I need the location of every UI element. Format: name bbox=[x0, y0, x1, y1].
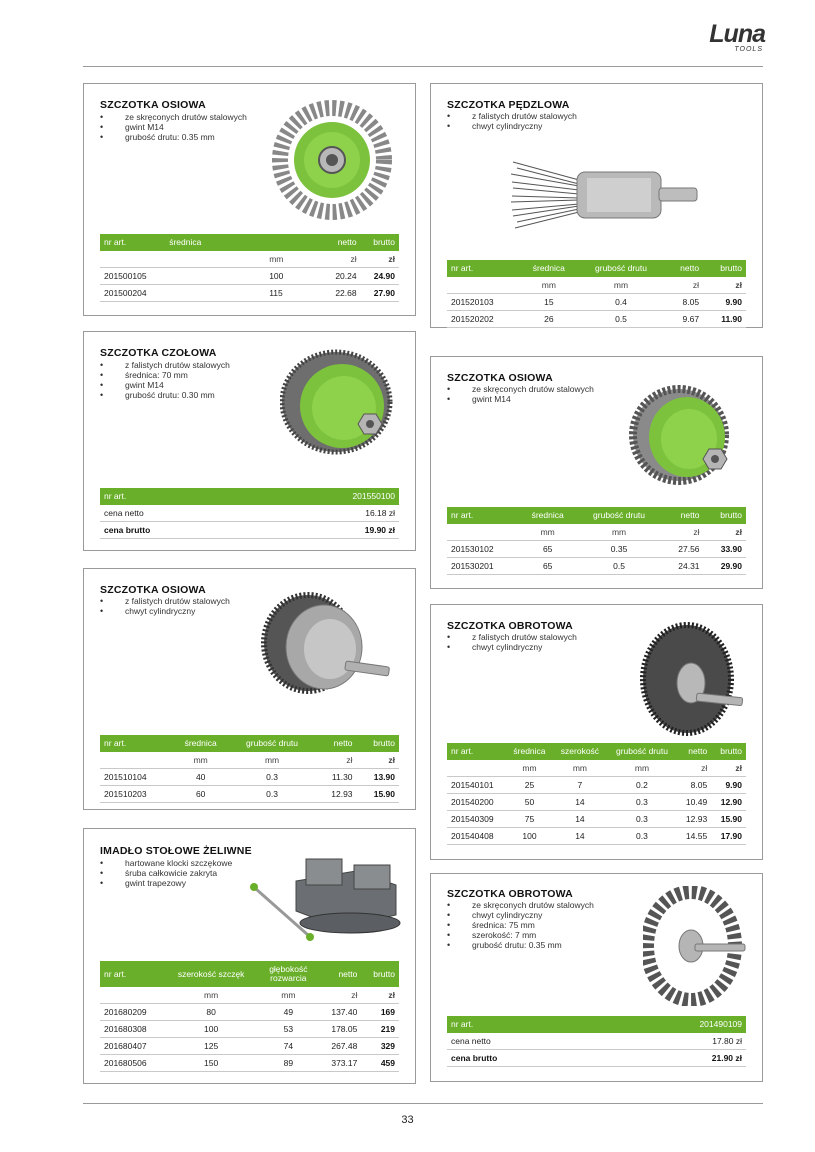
price-table bbox=[100, 735, 399, 803]
cell: 0.3 bbox=[607, 811, 677, 828]
table-row bbox=[100, 522, 399, 539]
col-header: netto bbox=[323, 234, 361, 251]
cell: 89 bbox=[258, 1055, 318, 1072]
unit-cell: mm bbox=[519, 524, 576, 541]
cell: 25 bbox=[506, 777, 553, 794]
col-header: netto bbox=[664, 260, 703, 277]
price-gross: 9.90 bbox=[703, 294, 746, 311]
table-row bbox=[100, 786, 399, 803]
table-header-row bbox=[100, 735, 399, 752]
footer-rule bbox=[83, 1103, 763, 1104]
knotted-wheel-brush-image bbox=[643, 886, 747, 1006]
unit-cell: zł bbox=[357, 752, 399, 769]
table-row bbox=[447, 777, 746, 794]
table-row bbox=[100, 285, 399, 302]
unit-cell bbox=[447, 524, 519, 541]
col-header: netto bbox=[662, 507, 704, 524]
article-number: 201510203 bbox=[100, 786, 172, 803]
unit-cell: zł bbox=[361, 251, 399, 268]
cell: 26 bbox=[520, 311, 578, 328]
price-gross: 12.90 bbox=[711, 794, 746, 811]
price-gross: 11.90 bbox=[703, 311, 746, 328]
cell: 0.3 bbox=[607, 828, 677, 845]
article-number: 201520202 bbox=[447, 311, 520, 328]
feature-item: • chwyt cylindryczny bbox=[447, 642, 577, 652]
price-table bbox=[447, 507, 746, 575]
article-number: 201500105 bbox=[100, 268, 165, 285]
feature-item: • śruba całkowicie zakryta bbox=[100, 868, 232, 878]
article-number: 201530201 bbox=[447, 558, 519, 575]
feature-list bbox=[447, 384, 594, 404]
cell: 0.4 bbox=[578, 294, 665, 311]
table-row bbox=[447, 1033, 746, 1050]
unit-cell bbox=[100, 251, 165, 268]
cell: 100 bbox=[165, 268, 323, 285]
col-header: średnica bbox=[506, 743, 553, 760]
price-label: cena brutto bbox=[447, 1050, 602, 1067]
col-header: brutto bbox=[703, 260, 746, 277]
cell: 0.5 bbox=[578, 311, 665, 328]
cell: 14 bbox=[553, 794, 607, 811]
col-header: nr art. bbox=[100, 961, 164, 987]
feature-list bbox=[100, 360, 230, 400]
price-gross: 169 bbox=[361, 1004, 399, 1021]
table-row bbox=[447, 541, 746, 558]
col-header: netto bbox=[315, 735, 357, 752]
price-net: 20.24 bbox=[323, 268, 361, 285]
price-gross: 24.90 bbox=[361, 268, 399, 285]
unit-cell bbox=[447, 277, 520, 294]
price-net: 8.05 bbox=[677, 777, 711, 794]
col-header: nr art. bbox=[447, 260, 520, 277]
feature-item: • średnica: 70 mm bbox=[100, 370, 230, 380]
col-header: brutto bbox=[711, 743, 746, 760]
table-header-row bbox=[447, 743, 746, 760]
cell: 74 bbox=[258, 1038, 318, 1055]
price-gross: 19.90 zł bbox=[255, 522, 399, 539]
col-header: brutto bbox=[361, 961, 399, 987]
end-brush-image bbox=[509, 154, 699, 236]
product-card-szczotka-obrotowa-2 bbox=[430, 873, 763, 1082]
col-header: netto bbox=[677, 743, 711, 760]
price-gross: 21.90 zł bbox=[602, 1050, 746, 1067]
cell: 115 bbox=[165, 285, 323, 302]
feature-item: • hartowane klocki szczękowe bbox=[100, 858, 232, 868]
price-label: cena brutto bbox=[100, 522, 255, 539]
col-header: grubość drutu bbox=[229, 735, 315, 752]
price-gross: 459 bbox=[361, 1055, 399, 1072]
price-label: cena netto bbox=[100, 505, 255, 522]
product-card-imadlo-stolowe bbox=[83, 828, 416, 1084]
table-header-row bbox=[100, 488, 399, 505]
table-header-row bbox=[100, 961, 399, 987]
article-number: 201490109 bbox=[602, 1016, 746, 1033]
table-row bbox=[100, 1021, 399, 1038]
cell: 100 bbox=[506, 828, 553, 845]
feature-item: • z falistych drutów stalowych bbox=[100, 596, 230, 606]
price-net: 178.05 bbox=[318, 1021, 361, 1038]
product-title: SZCZOTKA OSIOWA bbox=[447, 372, 553, 384]
table-row bbox=[447, 794, 746, 811]
article-number: 201680407 bbox=[100, 1038, 164, 1055]
feature-list bbox=[447, 632, 577, 652]
brand-subtitle: TOOLS bbox=[734, 46, 763, 53]
col-header: nr art. bbox=[447, 507, 519, 524]
article-number: 201540200 bbox=[447, 794, 506, 811]
article-number: 201540101 bbox=[447, 777, 506, 794]
col-header: brutto bbox=[704, 507, 746, 524]
unit-cell: mm bbox=[576, 524, 662, 541]
col-header: średnica bbox=[172, 735, 229, 752]
cell: 53 bbox=[258, 1021, 318, 1038]
cell: 0.3 bbox=[229, 769, 315, 786]
col-header: nr art. bbox=[447, 743, 506, 760]
col-header: grubość drutu bbox=[607, 743, 677, 760]
cell: 49 bbox=[258, 1004, 318, 1021]
product-card-szczotka-pedzlowa bbox=[430, 83, 763, 328]
col-header: grubość drutu bbox=[578, 260, 665, 277]
article-number: 201530102 bbox=[447, 541, 519, 558]
product-title: SZCZOTKA OSIOWA bbox=[100, 584, 206, 596]
product-card-szczotka-osiowa-3 bbox=[83, 568, 416, 810]
unit-cell: mm bbox=[578, 277, 665, 294]
cell: 0.5 bbox=[576, 558, 662, 575]
units-row bbox=[100, 251, 399, 268]
product-title: SZCZOTKA OBROTOWA bbox=[447, 620, 573, 632]
price-gross: 13.90 bbox=[357, 769, 399, 786]
article-number: 201550100 bbox=[255, 488, 399, 505]
unit-cell: mm bbox=[553, 760, 607, 777]
article-number: 201540309 bbox=[447, 811, 506, 828]
price-net: 12.93 bbox=[677, 811, 711, 828]
unit-cell bbox=[100, 987, 164, 1004]
price-net: 10.49 bbox=[677, 794, 711, 811]
cell: 65 bbox=[519, 558, 576, 575]
unit-cell: mm bbox=[607, 760, 677, 777]
feature-list bbox=[447, 111, 577, 131]
units-row bbox=[447, 277, 746, 294]
unit-cell: mm bbox=[229, 752, 315, 769]
table-row bbox=[100, 505, 399, 522]
price-net: 373.17 bbox=[318, 1055, 361, 1072]
product-card-szczotka-czolowa bbox=[83, 331, 416, 551]
price-net: 17.80 zł bbox=[602, 1033, 746, 1050]
cell: 0.2 bbox=[607, 777, 677, 794]
feature-item: • średnica: 75 mm bbox=[447, 920, 594, 930]
units-row bbox=[100, 752, 399, 769]
unit-cell: mm bbox=[520, 277, 578, 294]
cell: 50 bbox=[506, 794, 553, 811]
table-row bbox=[447, 311, 746, 328]
table-row bbox=[447, 1050, 746, 1067]
feature-item: • grubość drutu: 0.35 mm bbox=[100, 132, 247, 142]
table-header-row bbox=[447, 507, 746, 524]
feature-list bbox=[100, 858, 232, 888]
unit-cell: zł bbox=[711, 760, 746, 777]
price-gross: 29.90 bbox=[704, 558, 746, 575]
feature-item: • chwyt cylindryczny bbox=[447, 910, 594, 920]
price-net: 267.48 bbox=[318, 1038, 361, 1055]
col-header: nr art. bbox=[100, 735, 172, 752]
price-net: 8.05 bbox=[664, 294, 703, 311]
col-header: nr art. bbox=[100, 234, 165, 251]
price-table bbox=[100, 488, 399, 539]
feature-item: • gwint M14 bbox=[447, 394, 594, 404]
price-net: 11.30 bbox=[315, 769, 357, 786]
unit-cell: zł bbox=[677, 760, 711, 777]
article-number: 201680506 bbox=[100, 1055, 164, 1072]
unit-cell: zł bbox=[315, 752, 357, 769]
product-card-szczotka-obrotowa-1 bbox=[430, 604, 763, 860]
feature-item: • szerokość: 7 mm bbox=[447, 930, 594, 940]
feature-item: • ze skręconych drutów stalowych bbox=[447, 384, 594, 394]
unit-cell bbox=[447, 760, 506, 777]
cell: 7 bbox=[553, 777, 607, 794]
article-number: 201500204 bbox=[100, 285, 165, 302]
product-title: SZCZOTKA PĘDZLOWA bbox=[447, 99, 570, 111]
page-number: 33 bbox=[401, 1114, 414, 1126]
price-table bbox=[100, 961, 399, 1072]
unit-cell: zł bbox=[662, 524, 704, 541]
col-header: szerokość szczęk bbox=[164, 961, 258, 987]
bench-vise-image bbox=[246, 851, 406, 943]
wheel-brush-shank-image bbox=[639, 621, 747, 737]
feature-item: • grubość drutu: 0.35 mm bbox=[447, 940, 594, 950]
price-net: 9.67 bbox=[664, 311, 703, 328]
col-header: szerokość bbox=[553, 743, 607, 760]
col-header: brutto bbox=[357, 735, 399, 752]
table-row bbox=[447, 828, 746, 845]
unit-cell: zł bbox=[704, 524, 746, 541]
col-header: nr art. bbox=[100, 488, 255, 505]
col-header: grubość drutu bbox=[576, 507, 662, 524]
price-table bbox=[447, 743, 746, 845]
table-header-row bbox=[447, 260, 746, 277]
unit-cell: mm bbox=[506, 760, 553, 777]
wire-wheel-brush-image bbox=[270, 98, 394, 222]
brand-logo bbox=[645, 20, 765, 54]
shank-cup-brush-image bbox=[260, 591, 392, 703]
cell: 0.35 bbox=[576, 541, 662, 558]
price-gross: 15.90 bbox=[711, 811, 746, 828]
cell: 125 bbox=[164, 1038, 258, 1055]
cell: 40 bbox=[172, 769, 229, 786]
price-gross: 33.90 bbox=[704, 541, 746, 558]
unit-cell: mm bbox=[164, 987, 258, 1004]
unit-cell: zł bbox=[318, 987, 361, 1004]
col-header: głębokość rozwarcia bbox=[258, 961, 318, 987]
cell: 14 bbox=[553, 811, 607, 828]
cell: 15 bbox=[520, 294, 578, 311]
col-header: nr art. bbox=[447, 1016, 602, 1033]
knotted-cup-brush-image bbox=[629, 379, 735, 487]
cup-brush-image bbox=[280, 348, 396, 460]
price-net: 16.18 zł bbox=[255, 505, 399, 522]
unit-cell: mm bbox=[165, 251, 323, 268]
header-rule bbox=[83, 66, 763, 67]
product-card-szczotka-osiowa-2 bbox=[430, 356, 763, 589]
cell: 100 bbox=[164, 1021, 258, 1038]
cell: 0.3 bbox=[607, 794, 677, 811]
unit-cell: zł bbox=[703, 277, 746, 294]
unit-cell: mm bbox=[172, 752, 229, 769]
feature-item: • gwint M14 bbox=[100, 380, 230, 390]
product-title: IMADŁO STOŁOWE ŻELIWNE bbox=[100, 845, 252, 857]
table-row bbox=[100, 769, 399, 786]
cell: 80 bbox=[164, 1004, 258, 1021]
cell: 150 bbox=[164, 1055, 258, 1072]
price-table bbox=[447, 260, 746, 328]
table-row bbox=[447, 558, 746, 575]
feature-list bbox=[100, 112, 247, 142]
cell: 65 bbox=[519, 541, 576, 558]
units-row bbox=[447, 524, 746, 541]
col-header: średnica bbox=[519, 507, 576, 524]
cell: 0.3 bbox=[229, 786, 315, 803]
price-gross: 219 bbox=[361, 1021, 399, 1038]
col-header: netto bbox=[318, 961, 361, 987]
feature-item: • z falistych drutów stalowych bbox=[447, 632, 577, 642]
price-gross: 15.90 bbox=[357, 786, 399, 803]
col-header: średnica bbox=[520, 260, 578, 277]
price-net: 24.31 bbox=[662, 558, 704, 575]
feature-item: • chwyt cylindryczny bbox=[100, 606, 230, 616]
price-gross: 329 bbox=[361, 1038, 399, 1055]
unit-cell: zł bbox=[323, 251, 361, 268]
cell: 14 bbox=[553, 828, 607, 845]
price-net: 22.68 bbox=[323, 285, 361, 302]
table-row bbox=[100, 268, 399, 285]
product-title: SZCZOTKA OBROTOWA bbox=[447, 888, 573, 900]
price-table bbox=[447, 1016, 746, 1067]
product-title: SZCZOTKA CZOŁOWA bbox=[100, 347, 217, 359]
table-row bbox=[100, 1038, 399, 1055]
feature-item: • ze skręconych drutów stalowych bbox=[447, 900, 594, 910]
product-title: SZCZOTKA OSIOWA bbox=[100, 99, 206, 111]
units-row bbox=[100, 987, 399, 1004]
price-gross: 27.90 bbox=[361, 285, 399, 302]
price-net: 12.93 bbox=[315, 786, 357, 803]
price-net: 27.56 bbox=[662, 541, 704, 558]
feature-list bbox=[100, 596, 230, 616]
price-gross: 9.90 bbox=[711, 777, 746, 794]
unit-cell bbox=[100, 752, 172, 769]
feature-list bbox=[447, 900, 594, 950]
table-row bbox=[100, 1004, 399, 1021]
feature-item: • chwyt cylindryczny bbox=[447, 121, 577, 131]
feature-item: • z falistych drutów stalowych bbox=[447, 111, 577, 121]
article-number: 201680308 bbox=[100, 1021, 164, 1038]
article-number: 201540408 bbox=[447, 828, 506, 845]
article-number: 201510104 bbox=[100, 769, 172, 786]
cell: 60 bbox=[172, 786, 229, 803]
feature-item: • z falistych drutów stalowych bbox=[100, 360, 230, 370]
price-gross: 17.90 bbox=[711, 828, 746, 845]
article-number: 201680209 bbox=[100, 1004, 164, 1021]
table-row bbox=[447, 811, 746, 828]
table-row bbox=[100, 1055, 399, 1072]
feature-item: • ze skręconych drutów stalowych bbox=[100, 112, 247, 122]
price-net: 14.55 bbox=[677, 828, 711, 845]
unit-cell: zł bbox=[361, 987, 399, 1004]
brand-name: Luna bbox=[709, 20, 765, 48]
table-header-row bbox=[447, 1016, 746, 1033]
price-label: cena netto bbox=[447, 1033, 602, 1050]
table-header-row bbox=[100, 234, 399, 251]
cell: 75 bbox=[506, 811, 553, 828]
feature-item: • gwint trapezowy bbox=[100, 878, 232, 888]
price-net: 137.40 bbox=[318, 1004, 361, 1021]
col-header: brutto bbox=[361, 234, 399, 251]
product-card-szczotka-osiowa-1 bbox=[83, 83, 416, 316]
price-table bbox=[100, 234, 399, 302]
feature-item: • grubość drutu: 0.30 mm bbox=[100, 390, 230, 400]
col-header: średnica bbox=[165, 234, 323, 251]
unit-cell: mm bbox=[258, 987, 318, 1004]
units-row bbox=[447, 760, 746, 777]
table-row bbox=[447, 294, 746, 311]
unit-cell: zł bbox=[664, 277, 703, 294]
article-number: 201520103 bbox=[447, 294, 520, 311]
feature-item: • gwint M14 bbox=[100, 122, 247, 132]
